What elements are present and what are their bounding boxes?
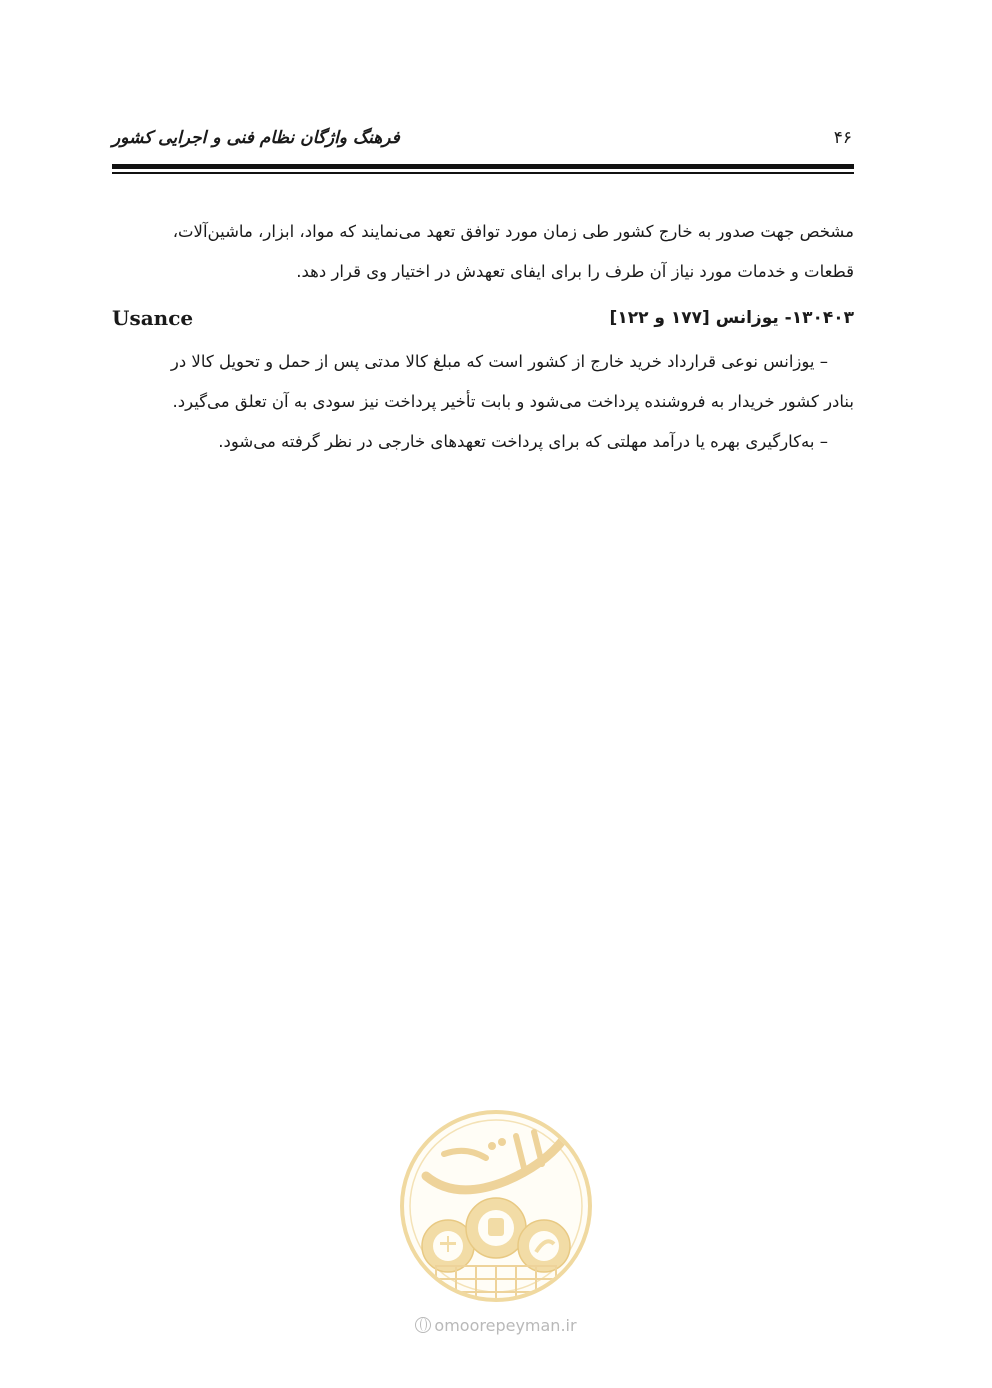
definition-1-line-1: – یوزانس نوعی قرارداد خرید خارج از کشور است که مبلغ کالا مدتی پس از حمل و تحویل کالا در xyxy=(170,352,828,371)
entry-english-term: Usance xyxy=(112,306,194,330)
definition-1-line-2: بنادر کشور خریدار به فروشنده پرداخت می‌شود و بابت تأخیر پرداخت نیز سودی به آن تعلق می‌گیرد. xyxy=(172,392,854,411)
watermark-site xyxy=(396,1316,596,1335)
watermark-logo-icon xyxy=(396,1106,596,1316)
header-rule-thick xyxy=(112,164,854,169)
running-title: فرهنگ واژگان نظام فنی و اجرایی کشور xyxy=(112,128,400,148)
definition-2: – به‌کارگیری بهره یا درآمد مهلتی که برای پرداخت تعهدهای خارجی در نظر گرفته می‌شود. xyxy=(218,432,828,451)
page-number: ۴۶ xyxy=(833,128,852,148)
entry-heading xyxy=(112,298,854,342)
header-rule-thin xyxy=(112,172,854,174)
intro-line-1: مشخص جهت صدور به خارج کشور طی زمان مورد توافق تعهد می‌نمایند که مواد، ابزار، ماشین‌آلات، xyxy=(172,222,854,241)
page-body xyxy=(112,212,854,462)
globe-icon xyxy=(415,1317,431,1333)
page-header xyxy=(112,124,854,154)
watermark-url: omoorepeyman.ir xyxy=(434,1316,577,1335)
entry-title: ۱۳۰۴۰۳- یوزانس [۱۷۷ و ۱۲۲] xyxy=(609,308,854,328)
intro-line-2: قطعات و خدمات مورد نیاز آن طرف را برای ایفای تعهدش در اختیار وی قرار دهد. xyxy=(296,262,854,281)
